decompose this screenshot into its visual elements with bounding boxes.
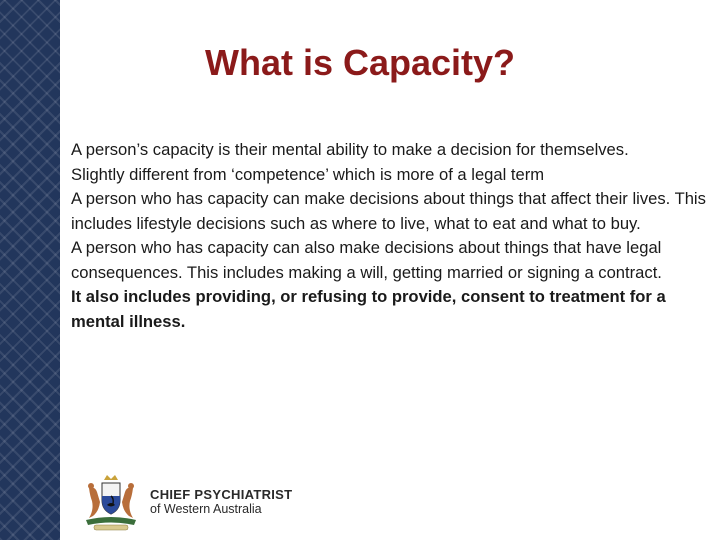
logo-subtitle: of Western Australia [150,502,262,516]
coat-of-arms-icon [80,474,142,534]
decorative-side-strip [0,0,60,540]
slide-body [71,138,717,334]
slide-title: What is Capacity? [204,42,516,83]
paragraph-legal-decisions: A person who has capacity can also make decisions about things that have legal consequences. This includes making a will, getting married or signing a contract. [71,238,662,282]
paragraph-lifestyle-decisions: A person who has capacity can make decisions about things that affect their lives. This includes lifestyle decisions such as where to live, what to eat and what to buy. [71,189,706,233]
paragraph-capacity-definition: A person’s capacity is their mental ability to make a decision for themselves. [71,140,629,159]
paragraph-competence-difference: Slightly different from ‘competence’ which is more of a legal term [71,164,545,184]
paragraph-treatment-consent: It also includes providing, or refusing to provide, consent to treatment for a mental illness. [71,287,666,331]
logo-title: CHIEF PSYCHIATRIST [150,487,293,502]
